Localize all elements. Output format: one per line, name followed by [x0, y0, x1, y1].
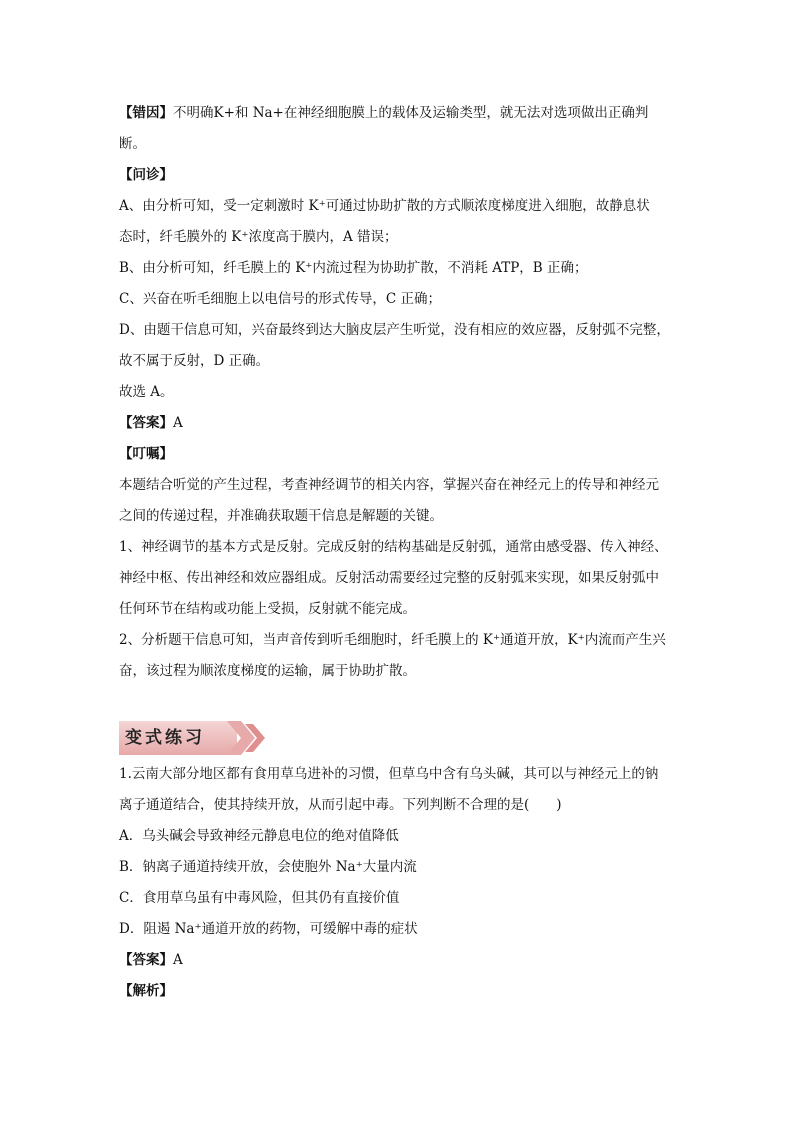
option-a-line-1: A、由分析可知，受一定刺激时 K⁺可通过协助扩散的方式顺浓度梯度进入细胞，故静息状: [119, 198, 650, 214]
option-a-line-2: 态时，纤毛膜外的 K⁺浓度高于膜内，A 错误；: [119, 229, 398, 245]
document-page: [119, 98, 689, 1007]
practice-banner: [119, 721, 269, 755]
double-chevron-icon: [227, 721, 269, 755]
option-c-line: C、兴奋在听毛细胞上以电信号的形式传导，C 正确；: [119, 291, 441, 307]
point-1-line-1: 1、神经调节的基本方式是反射。完成反射的结构基础是反射弧，通常由感受器、传入神经、: [119, 539, 668, 555]
practice-answer-tag: 【答案】: [119, 952, 173, 968]
point-2-line-2: 奋，该过程为顺浓度梯度的运输，属于协助扩散。: [119, 663, 416, 679]
cuoyin-line-1: [119, 98, 689, 129]
answer-line: [119, 408, 689, 439]
point-2-line-1: 2、分析题干信息可知，当声音传到听毛细胞时，纤毛膜上的 K⁺通道开放，K⁺内流而产生兴: [119, 632, 666, 648]
practice-answer-value: A: [173, 952, 183, 968]
question-1-line-2: 离子通道结合，使其持续开放，从而引起中毒。下列判断不合理的是( ): [119, 797, 562, 813]
question-1-line-1: 1.云南大部分地区都有食用草乌进补的习惯，但草乌中含有乌头碱，其可以与神经元上的钠: [119, 766, 659, 782]
answer-tag: 【答案】: [119, 415, 173, 431]
dingzhu-line-2: 之间的传递过程，并准确获取题干信息是解题的关键。: [119, 508, 443, 524]
dingzhu-tag: 【叮嘱】: [119, 446, 173, 462]
choice-c: C．食用草乌虽有中毒风险，但其仍有直接价值: [119, 890, 400, 906]
banner-label: 变式练习: [125, 728, 205, 748]
practice-answer-line: [119, 945, 689, 976]
answer-value: A: [173, 415, 183, 431]
option-d-line-2: 故不属于反射，D 正确。: [119, 353, 270, 369]
option-d-line-1: D、由题干信息可知，兴奋最终到达大脑皮层产生听觉，没有相应的效应器，反射弧不完整，: [119, 322, 670, 338]
wenzhen-tag: 【问诊】: [119, 167, 173, 183]
point-1-line-3: 任何环节在结构或功能上受损，反射就不能完成。: [119, 601, 416, 617]
point-1-line-2: 神经中枢、传出神经和效应器组成。反射活动需要经过完整的反射弧来实现，如果反射弧中: [119, 570, 659, 586]
cuoyin-line-2: 断。: [119, 136, 146, 152]
choice-d: D．阻遏 Na⁺通道开放的药物，可缓解中毒的症状: [119, 921, 418, 937]
cuoyin-text: 不明确K+和 Na+在神经细胞膜上的载体及运输类型，就无法对选项做出正确判: [173, 105, 649, 121]
section-gap: [119, 687, 689, 721]
choice-b: B．钠离子通道持续开放，会使胞外 Na⁺大量内流: [119, 859, 417, 875]
option-b-line: B、由分析可知，纤毛膜上的 K⁺内流过程为协助扩散，不消耗 ATP，B 正确；: [119, 260, 588, 276]
cuoyin-tag: 【错因】: [119, 105, 173, 121]
choose-line: 故选 A。: [119, 384, 174, 400]
dingzhu-line-1: 本题结合听觉的产生过程，考查神经调节的相关内容，掌握兴奋在神经元上的传导和神经元: [119, 477, 659, 493]
choice-a: A．乌头碱会导致神经元静息电位的绝对值降低: [119, 828, 399, 844]
jiexi-tag: 【解析】: [119, 983, 173, 999]
